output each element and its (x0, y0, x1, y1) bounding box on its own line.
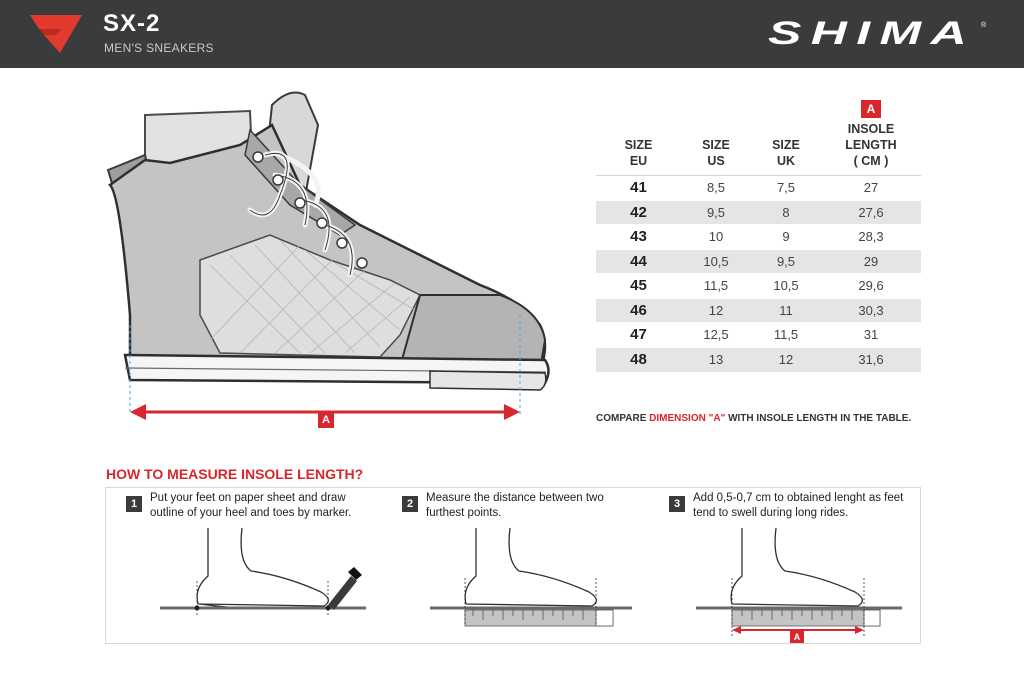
cell-insole-cm: 31,6 (821, 347, 921, 372)
cell-insole-cm: 29,6 (821, 274, 921, 299)
header-size-eu: SIZE EU (624, 138, 653, 168)
cell-eu: 42 (596, 200, 681, 225)
cell-uk: 7,5 (751, 176, 821, 201)
cell-eu: 43 (596, 225, 681, 250)
step-3-text: Add 0,5-0,7 cm to obtained lenght as feet tend to swell during long rides. (693, 492, 904, 519)
table-row (596, 200, 921, 225)
boot-dimension-a-label: A (318, 413, 334, 428)
product-name: SX-2 (103, 10, 161, 37)
insole-badge-a: A (861, 100, 881, 118)
cell-eu: 45 (596, 274, 681, 299)
step-1-number: 1 (126, 496, 142, 512)
size-table-header (596, 100, 921, 176)
step-3-foot-measure-illustration (694, 526, 909, 644)
svg-text:®: ® (981, 22, 987, 29)
table-row (596, 225, 921, 250)
step-1-foot-illustration (156, 526, 371, 616)
shima-logo-mark-icon (30, 15, 82, 53)
cell-eu: 47 (596, 323, 681, 348)
brand-name: SHIMA (768, 16, 976, 50)
cell-uk: 12 (751, 347, 821, 372)
header-size-us: SIZE US (702, 138, 730, 168)
compare-note-highlight: DIMENSION "A" (649, 413, 726, 424)
cell-uk: 11 (751, 298, 821, 323)
cell-insole-cm: 29 (821, 249, 921, 274)
howto-steps-panel (105, 487, 921, 644)
cell-insole-cm: 31 (821, 323, 921, 348)
cell-us: 8,5 (681, 176, 751, 201)
cell-insole-cm: 27 (821, 176, 921, 201)
step-1-text: Put your feet on paper sheet and draw outline of your heel and toes by marker. (150, 492, 352, 519)
compare-note: COMPARE DIMENSION "A" WITH INSOLE LENGTH IN THE TABLE. (596, 413, 912, 424)
cell-uk: 9 (751, 225, 821, 250)
cell-insole-cm: 27,6 (821, 200, 921, 225)
step-3-number: 3 (669, 496, 685, 512)
howto-title: HOW TO MEASURE INSOLE LENGTH? (106, 466, 364, 482)
cell-uk: 11,5 (751, 323, 821, 348)
step-2-number: 2 (402, 496, 418, 512)
cell-insole-cm: 30,3 (821, 298, 921, 323)
cell-eu: 46 (596, 298, 681, 323)
table-row (596, 274, 921, 299)
table-row (596, 347, 921, 372)
cell-insole-cm: 28,3 (821, 225, 921, 250)
cell-us: 13 (681, 347, 751, 372)
step-2-foot-ruler-illustration (428, 526, 638, 631)
header-bar (0, 0, 1024, 68)
cell-eu: 41 (596, 176, 681, 201)
cell-us: 11,5 (681, 274, 751, 299)
table-row (596, 323, 921, 348)
product-subtitle: MEN'S SNEAKERS (104, 41, 214, 55)
cell-uk: 10,5 (751, 274, 821, 299)
size-table (596, 100, 921, 372)
step-3-dimension-a-label: A (790, 631, 804, 643)
shima-brand-logo (766, 16, 991, 50)
cell-uk: 9,5 (751, 249, 821, 274)
boot-illustration (100, 85, 560, 430)
cell-eu: 48 (596, 347, 681, 372)
cell-us: 9,5 (681, 200, 751, 225)
cell-uk: 8 (751, 200, 821, 225)
table-row (596, 249, 921, 274)
cell-eu: 44 (596, 249, 681, 274)
header-size-uk: SIZE UK (772, 138, 800, 168)
table-row (596, 176, 921, 201)
header-insole-length: A INSOLE LENGTH ( CM ) (845, 102, 897, 168)
table-row (596, 298, 921, 323)
step-2-text: Measure the distance between two furthest points. (426, 492, 604, 519)
cell-us: 12 (681, 298, 751, 323)
cell-us: 10,5 (681, 249, 751, 274)
cell-us: 10 (681, 225, 751, 250)
cell-us: 12,5 (681, 323, 751, 348)
